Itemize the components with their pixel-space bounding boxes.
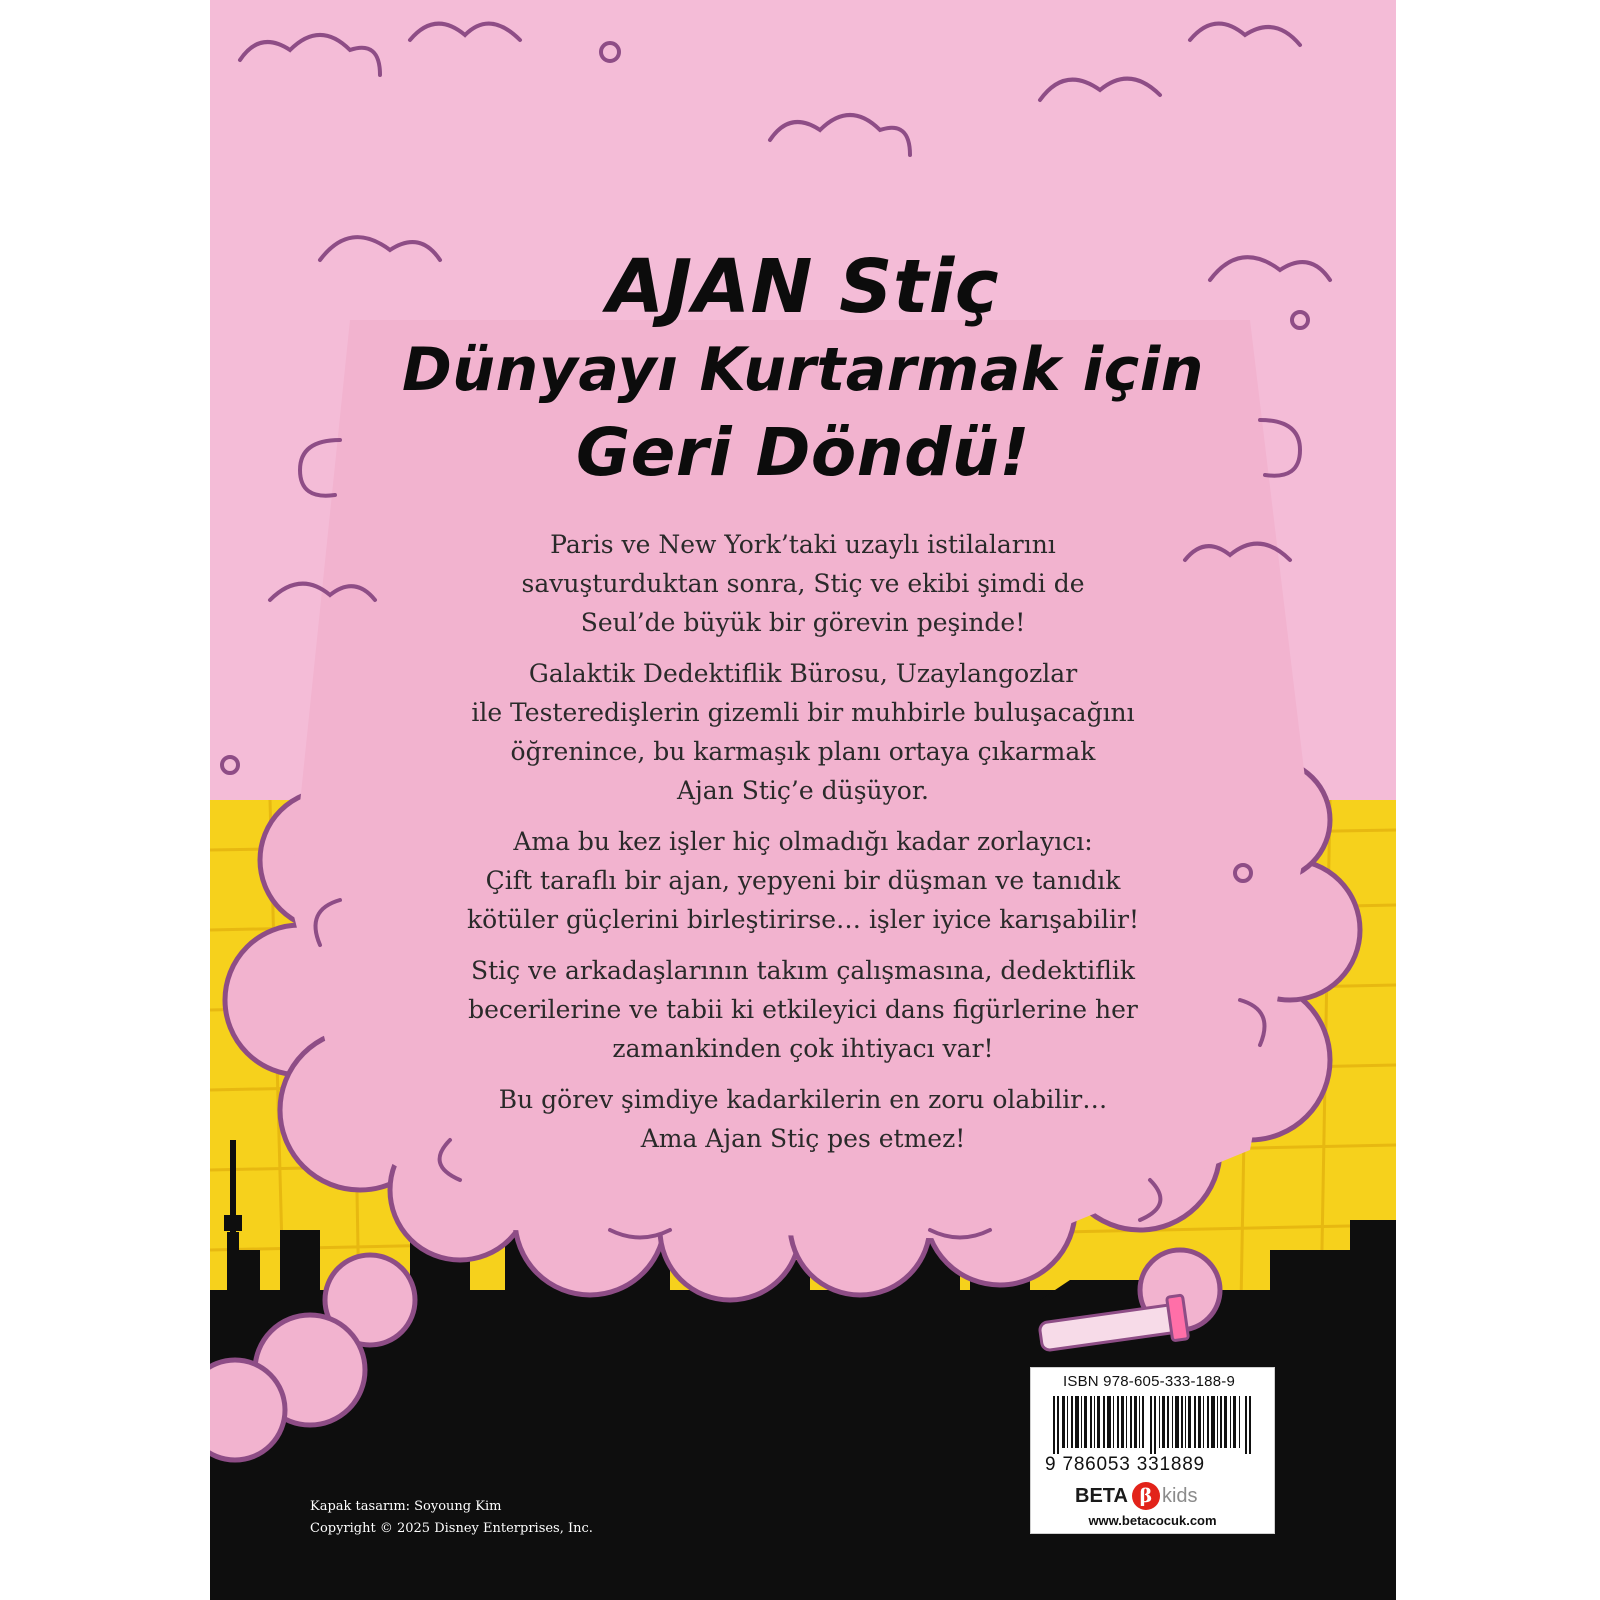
back-cover bbox=[210, 0, 1396, 1600]
publisher-logo bbox=[1075, 1480, 1198, 1512]
blurb-line: Bu görev şimdiye kadarkilerin en zoru olabilir… bbox=[498, 1085, 1108, 1114]
headline-subtitle-2: Geri Döndü! bbox=[575, 414, 1031, 491]
blurb-paragraph bbox=[360, 951, 1246, 1068]
copyright-line: Copyright © 2025 Disney Enterprises, Inc. bbox=[310, 1521, 593, 1536]
headline-title: AJAN Stiç bbox=[606, 244, 1000, 330]
blurb-paragraph bbox=[360, 822, 1246, 939]
publisher-website: www.betacocuk.com bbox=[1088, 1513, 1217, 1528]
cover-design-credit: Kapak tasarım: Soyoung Kim bbox=[310, 1499, 502, 1514]
blurb-paragraph bbox=[360, 654, 1246, 810]
blurb-paragraph bbox=[360, 525, 1246, 642]
publisher-brand: BETA bbox=[1075, 1484, 1128, 1507]
beta-logo-icon: β bbox=[1132, 1482, 1160, 1510]
barcode-digits: 9 786053 331889 bbox=[1045, 1454, 1205, 1475]
blurb-line: Ama bu kez işler hiç olmadığı kadar zorlayıcı: bbox=[513, 827, 1093, 856]
headline bbox=[210, 244, 1396, 491]
blurb-paragraph bbox=[360, 1080, 1246, 1158]
blurb-line: Stiç ve arkadaşlarının takım çalışmasına, dedektiflik bbox=[470, 956, 1136, 985]
blurb-text bbox=[360, 525, 1246, 1170]
blurb-line: Çift taraflı bir ajan, yepyeni bir düşman ve tanıdık bbox=[485, 866, 1121, 895]
blurb-line: Seul’de büyük bir görevin peşinde! bbox=[580, 608, 1026, 637]
barcode-panel bbox=[1030, 1367, 1275, 1534]
blurb-line: Ama Ajan Stiç pes etmez! bbox=[640, 1124, 966, 1153]
blurb-line: zamankinden çok ihtiyacı var! bbox=[612, 1034, 994, 1063]
isbn-label: ISBN 978-605-333-188-9 bbox=[1063, 1373, 1236, 1390]
blurb-line: Paris ve New York’taki uzaylı istilalarını bbox=[550, 530, 1056, 559]
blurb-line: ile Testeredişlerin gizemli bir muhbirle buluşacağını bbox=[471, 698, 1135, 727]
blurb-line: Ajan Stiç’e düşüyor. bbox=[677, 776, 929, 805]
blurb-line: öğrenince, bu karmaşık planı ortaya çıkarmak bbox=[510, 737, 1096, 766]
blurb-line: Galaktik Dedektiflik Bürosu, Uzaylangozlar bbox=[528, 659, 1078, 688]
blurb-line: becerilerine ve tabii ki etkileyici dans figürlerine her bbox=[468, 995, 1138, 1024]
credits bbox=[310, 1496, 593, 1540]
headline-subtitle-1: Dünyayı Kurtarmak için bbox=[401, 335, 1205, 405]
blurb-line: kötüler güçlerini birleştirirse… işler iyice karışabilir! bbox=[466, 905, 1140, 934]
blurb-line: savuşturduktan sonra, Stiç ve ekibi şimdi de bbox=[521, 569, 1085, 598]
publisher-sub: kids bbox=[1161, 1484, 1198, 1507]
barcode-bars bbox=[1053, 1396, 1253, 1454]
